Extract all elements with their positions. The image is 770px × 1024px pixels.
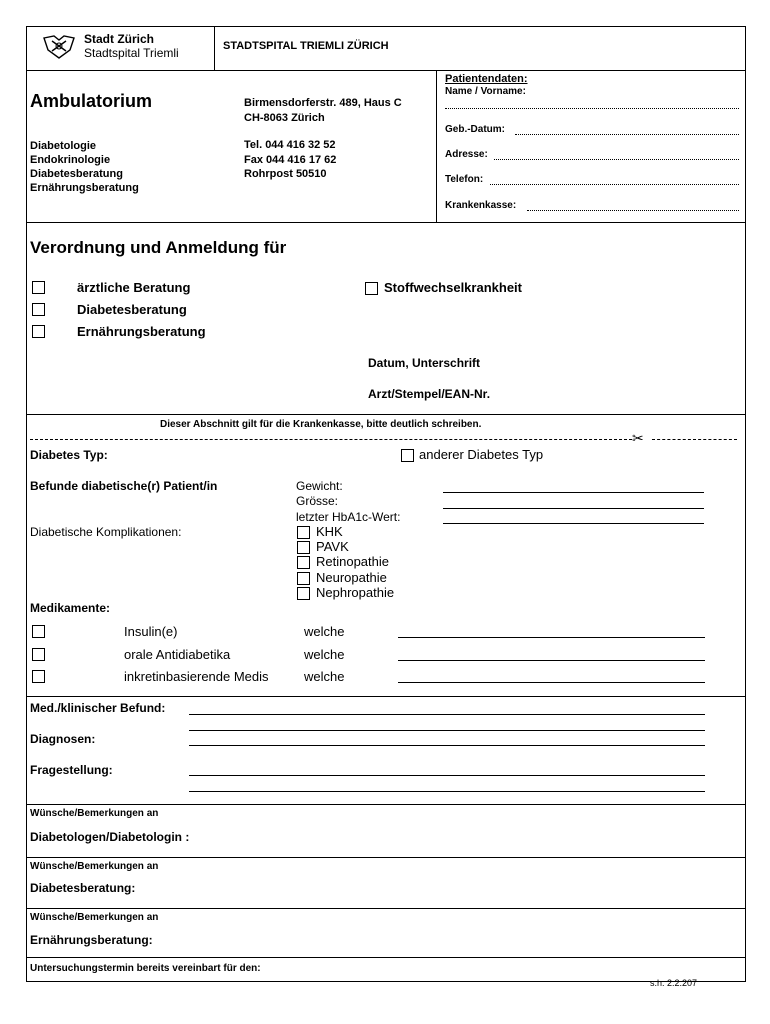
- checkbox-aerztliche-beratung[interactable]: [32, 281, 45, 294]
- checkbox-pavk[interactable]: [297, 541, 310, 554]
- diagnoses-label: Diagnosen:: [30, 732, 96, 746]
- clinic-title: Ambulatorium: [30, 91, 153, 111]
- order-title: Verordnung und Anmeldung für: [30, 238, 287, 257]
- clinical-top-line: [26, 696, 746, 697]
- department-diabetologie: Diabetologie: [30, 140, 97, 152]
- patient-phone-label: Telefon:: [445, 174, 484, 185]
- height-field[interactable]: [443, 508, 704, 509]
- option-aerztliche-beratung: ärztliche Beratung: [77, 280, 191, 295]
- department-endokrinologie: Endokrinologie: [30, 154, 111, 166]
- department-ernaehrungsberatung: Ernährungsberatung: [30, 182, 139, 194]
- wishes-ernaehrung-label: Wünsche/Bemerkungen an: [30, 912, 159, 923]
- header-divider: [214, 26, 215, 71]
- complication-nephropathie: Nephropathie: [316, 585, 395, 600]
- question-label: Fragestellung:: [30, 763, 113, 777]
- checkbox-inkretinbasierende-medis[interactable]: [32, 670, 45, 683]
- patient-phone-field[interactable]: [490, 184, 739, 185]
- checkbox-stoffwechselkrankheit[interactable]: [365, 282, 378, 295]
- footer-code: s.h. 2.2.207: [650, 978, 698, 988]
- scissors-icon: ✂: [632, 430, 644, 446]
- checkbox-retinopathie[interactable]: [297, 556, 310, 569]
- clinic-address-line2: CH-8063 Zürich: [244, 112, 325, 124]
- org-name: Stadt Zürich: [84, 32, 155, 46]
- clinical-findings-field-2[interactable]: [189, 730, 705, 731]
- wishes-diabetologe-label: Wünsche/Bemerkungen an: [30, 808, 159, 819]
- section-divider-line: [26, 414, 746, 415]
- medication-insulin-which-field[interactable]: [398, 637, 705, 638]
- medication-inkretin-which-field[interactable]: [398, 682, 705, 683]
- checkbox-khk[interactable]: [297, 526, 310, 539]
- patient-birthdate-label: Geb.-Datum:: [445, 124, 505, 135]
- medication-insulin: Insulin(e): [124, 624, 178, 639]
- insurance-section-note: Dieser Abschnitt gilt für die Krankenkasse, bitte deutlich schreiben.: [160, 419, 482, 430]
- complications-label: Diabetische Komplikationen:: [30, 525, 182, 539]
- medication-orale-antidiabetika: orale Antidiabetika: [124, 647, 231, 662]
- diabetes-type-label: Diabetes Typ:: [30, 448, 108, 462]
- termin-top-line: [26, 957, 746, 958]
- clinical-findings-field[interactable]: [189, 714, 705, 715]
- wishes-ernaehrung-top-line: [26, 908, 746, 909]
- wishes-diabetologe-top-line: [26, 804, 746, 805]
- checkbox-orale-antidiabetika[interactable]: [32, 648, 45, 661]
- hba1c-field[interactable]: [443, 523, 704, 524]
- doctor-stamp-label: Arzt/Stempel/EAN-Nr.: [368, 387, 491, 401]
- patient-birthdate-field[interactable]: [515, 134, 739, 135]
- question-field-2[interactable]: [189, 791, 705, 792]
- wishes-diabetologe-target: Diabetologen/Diabetologin :: [30, 830, 190, 844]
- header-bottom-line: [26, 70, 746, 71]
- checkbox-nephropathie[interactable]: [297, 587, 310, 600]
- complication-neuropathie: Neuropathie: [316, 570, 387, 585]
- option-stoffwechselkrankheit: Stoffwechselkrankheit: [384, 280, 522, 295]
- weight-field[interactable]: [443, 492, 704, 493]
- patient-insurance-label: Krankenkasse:: [445, 200, 517, 211]
- appointment-label: Untersuchungstermin bereits vereinbart für den:: [30, 963, 261, 974]
- hospital-title: STADTSPITAL TRIEMLI ZÜRICH: [223, 40, 389, 52]
- checkbox-ernaehrungsberatung[interactable]: [32, 325, 45, 338]
- checkbox-neuropathie[interactable]: [297, 572, 310, 585]
- medication-inkretin-which-label: welche: [304, 669, 345, 684]
- wishes-diabetesberatung-target: Diabetesberatung:: [30, 881, 136, 895]
- diagnoses-field[interactable]: [189, 745, 705, 746]
- org-subname: Stadtspital Triemli: [84, 46, 179, 60]
- findings-heading: Befunde diabetische(r) Patient/in: [30, 479, 218, 493]
- medication-orale-which-label: welche: [304, 647, 345, 662]
- checkbox-anderer-diabetes-typ[interactable]: [401, 449, 414, 462]
- department-diabetesberatung: Diabetesberatung: [30, 168, 123, 180]
- clinic-fax: Fax 044 416 17 62: [244, 154, 337, 166]
- wishes-diabetesberatung-top-line: [26, 857, 746, 858]
- medication-inkretinbasierende: inkretinbasierende Medis: [124, 669, 269, 684]
- patient-box-divider: [436, 70, 437, 222]
- medications-label: Medikamente:: [30, 601, 111, 615]
- patient-address-label: Adresse:: [445, 149, 488, 160]
- complication-khk: KHK: [316, 524, 343, 539]
- wishes-diabetesberatung-label: Wünsche/Bemerkungen an: [30, 861, 159, 872]
- option-ernaehrungsberatung: Ernährungsberatung: [77, 324, 206, 339]
- weight-label: Gewicht:: [296, 479, 343, 493]
- patient-data-heading: Patientendaten:: [445, 73, 528, 85]
- complication-retinopathie: Retinopathie: [316, 554, 389, 569]
- question-field[interactable]: [189, 775, 705, 776]
- hba1c-label: letzter HbA1c-Wert:: [296, 510, 401, 524]
- medication-orale-which-field[interactable]: [398, 660, 705, 661]
- cut-line-left: [30, 439, 632, 440]
- complication-pavk: PAVK: [316, 539, 349, 554]
- checkbox-insulin[interactable]: [32, 625, 45, 638]
- date-signature-label: Datum, Unterschrift: [368, 356, 481, 370]
- patient-insurance-field[interactable]: [527, 210, 739, 211]
- height-label: Grösse:: [296, 494, 339, 508]
- patient-name-label: Name / Vorname:: [445, 86, 526, 97]
- patient-name-field[interactable]: [445, 108, 739, 109]
- zurich-coat-of-arms-logo: [40, 32, 78, 60]
- medication-insulin-which-label: welche: [304, 624, 345, 639]
- option-diabetesberatung: Diabetesberatung: [77, 302, 187, 317]
- patient-address-field[interactable]: [494, 159, 739, 160]
- clinic-bottom-line: [26, 222, 746, 223]
- clinic-rohrpost: Rohrpost 50510: [244, 168, 327, 180]
- other-diabetes-type-label: anderer Diabetes Typ: [419, 447, 544, 462]
- clinic-phone: Tel. 044 416 32 52: [244, 139, 336, 151]
- wishes-ernaehrung-target: Ernährungsberatung:: [30, 933, 153, 947]
- checkbox-diabetesberatung[interactable]: [32, 303, 45, 316]
- cut-line-right: [652, 439, 737, 440]
- clinic-address-line1: Birmensdorferstr. 489, Haus C: [244, 97, 402, 109]
- clinical-findings-label: Med./klinischer Befund:: [30, 701, 166, 715]
